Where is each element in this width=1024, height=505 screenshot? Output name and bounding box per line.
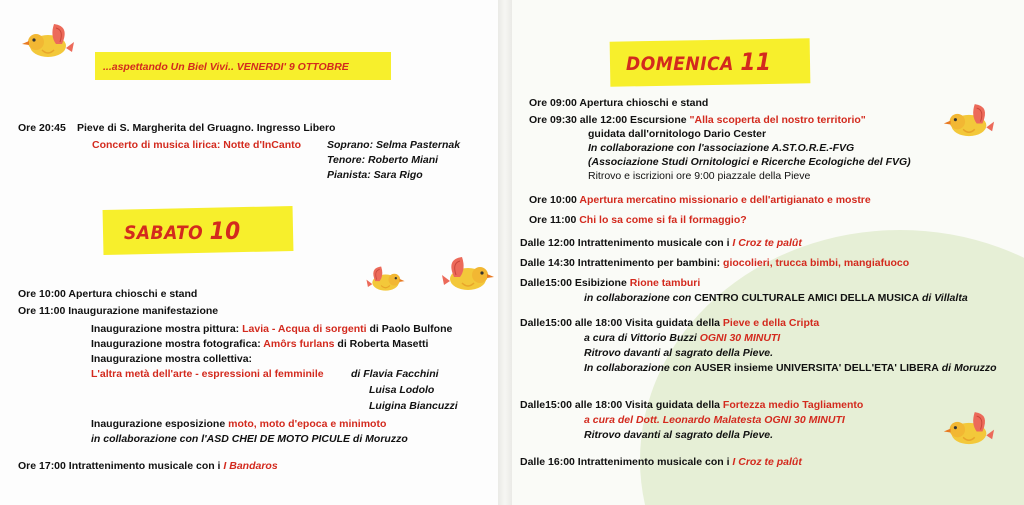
sun-detail: (Associazione Studi Ornitologici e Ricerche Ecologiche del FVG) [588, 156, 911, 168]
artist: Luisa Lodolo [369, 384, 435, 396]
sat-line: Ore 10:00 Apertura chioschi e stand [18, 288, 198, 300]
intro-text: ...aspettando Un Biel Vivi.. VENERDI' 9 OTTOBRE [103, 61, 349, 73]
sun-detail: In collaborazione con AUSER insieme UNIVERSITA' DELL'ETA' LIBERA di Moruzzo [584, 362, 997, 374]
bird-icon [16, 22, 76, 67]
bird-icon [938, 410, 996, 454]
sun-line: Dalle15:00 Esibizione Rione tamburi [520, 277, 701, 289]
sun-line: Dalle15:00 alle 18:00 Visita guidata della Pieve e della Cripta [520, 317, 820, 329]
right-panel [500, 0, 1024, 505]
sun-detail: guidata dall'ornitologo Dario Cester [588, 128, 767, 140]
sun-detail: Ritrovo davanti al sagrato della Pieve. [584, 429, 774, 441]
sat-exhibit: Inaugurazione esposizione moto, moto d'epoca e minimoto [91, 418, 387, 430]
sun-detail: Ritrovo e iscrizioni ore 9:00 piazzale della Pieve [588, 170, 811, 182]
sun-line: Dalle 16:00 Intrattenimento musicale con i I Croz te palût [520, 456, 802, 468]
sat-exhibit: Inaugurazione mostra pittura: Lavia - Acqua di sorgenti di Paolo Bulfone [91, 323, 453, 335]
sun-line: Ore 09:30 alle 12:00 Escursione "Alla scoperta del nostro territorio" [529, 114, 866, 126]
sun-detail: In collaborazione con l'associazione A.ST.O.R.E.-FVG [588, 142, 855, 154]
sun-line: Ore 11:00 Chi lo sa come si fa il formaggio? [529, 214, 747, 226]
sat-exhibit: Inaugurazione mostra collettiva: [91, 353, 253, 365]
sun-line: Dalle 12:00 Intrattenimento musicale con i I Croz te palût [520, 237, 802, 249]
friday-time: Ore 20:45 [18, 122, 66, 134]
sun-detail: Ritrovo davanti al sagrato della Pieve. [584, 347, 774, 359]
sun-detail: a cura del Dott. Leonardo Malatesta OGNI 30 MINUTI [584, 414, 845, 426]
sun-line: Ore 10:00 Apertura mercatino missionario e dell'artigianato e mostre [529, 194, 871, 206]
friday-concert: Concerto di musica lirica: Notte d'InCanto [92, 139, 302, 151]
saturday-title: SABATO 10 [124, 217, 241, 245]
bird-icon [440, 255, 500, 300]
sat-line: Ore 17:00 Intrattenimento musicale con i I Bandaros [18, 460, 278, 472]
artist: di Flavia Facchini [351, 368, 439, 380]
sun-line: Dalle 14:30 Intrattenimento per bambini: giocolieri, trucca bimbi, mangiafuoco [520, 257, 910, 269]
sat-exhibit: Inaugurazione mostra fotografica: Amôrs furlans di Roberta Masetti [91, 338, 429, 350]
page-fold [498, 0, 512, 505]
friday-place: Pieve di S. Margherita del Gruagno. Ingresso Libero [77, 122, 336, 134]
bird-icon [365, 265, 409, 298]
left-panel [0, 0, 500, 505]
sun-detail: in collaborazione con CENTRO CULTURALE AMICI DELLA MUSICA di Villalta [584, 292, 968, 304]
sat-line: Ore 11:00 Inaugurazione manifestazione [18, 305, 219, 317]
sun-line: Dalle15:00 alle 18:00 Visita guidata della Fortezza medio Tagliamento [520, 399, 864, 411]
performer: Pianista: Sara Rigo [327, 169, 423, 181]
sat-exhibit-note: in collaborazione con l'ASD CHEI DE MOTO PICULE di Moruzzo [91, 433, 408, 445]
sat-exhibit-title: L'altra metà dell'arte - espressioni al femminile [91, 368, 324, 380]
sunday-title: DOMENICA 11 [626, 48, 772, 76]
bird-icon [938, 102, 996, 146]
sun-detail: a cura di Vittorio Buzzi OGNI 30 MINUTI [584, 332, 781, 344]
sun-line: Ore 09:00 Apertura chioschi e stand [529, 97, 709, 109]
artist: Luigina Biancuzzi [369, 400, 458, 412]
performer: Tenore: Roberto Miani [327, 154, 439, 166]
performer: Soprano: Selma Pasternak [327, 139, 461, 151]
